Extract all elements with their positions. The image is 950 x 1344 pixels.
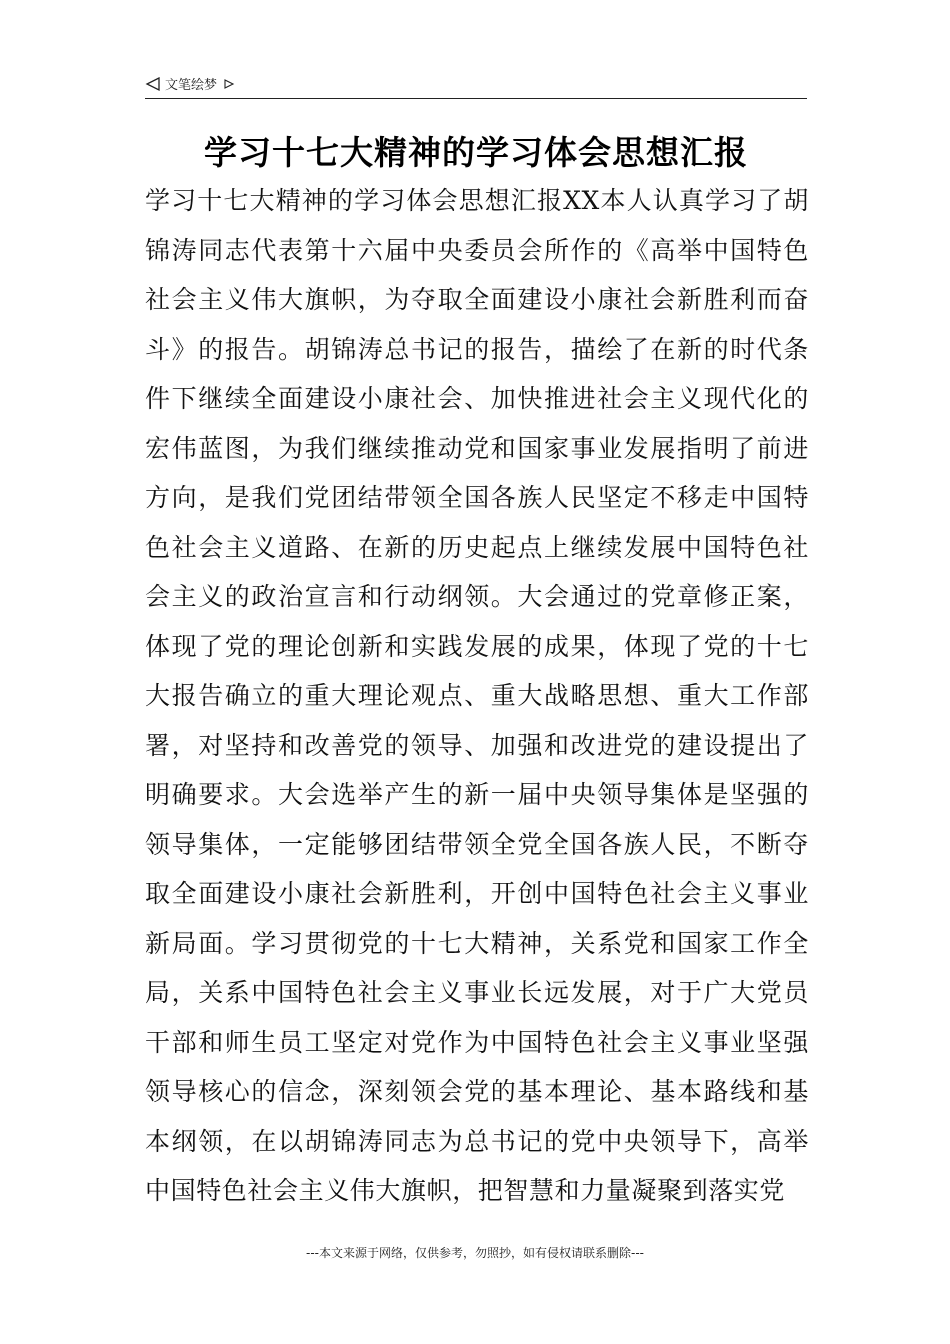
header-brand-text: 文笔绘梦 <box>165 78 218 93</box>
footer-notice: ---本文来源于网络，仅供参考，勿照抄，如有侵权请联系删除--- <box>306 1246 644 1260</box>
document-title: 学习十七大精神的学习体会思想汇报 <box>204 133 748 172</box>
header-brand-group <box>145 74 235 93</box>
document-body: 学习十七大精神的学习体会思想汇报XX本人认真学习了胡锦涛同志代表第十六届中央委员会所作的《高举中国特色社会主义伟大旗帜，为夺取全面建设小康社会新胜利而奋斗》的报告。胡锦涛总书记的报告，描绘了在新的时代条件下继续全面建设小康社会、加快推进社会主义现代化的宏伟蓝图，为我们继续推动党和国家事业发展指明了前进方向，是我们党团结带领全国各族人民坚定不移走中国特色社会主义道路、在新的历史起点上继续发展中国特色社会主义的政治宣言和行动纲领。大会通过的党章修正案，体现了党的理论创新和实践发展的成果，体现了党的十七大报告确立的重大理论观点、重大战略思想、重大工作部署，对坚持和改善党的领导、加强和改进党的建设提出了明确要求。大会选举产生的新一届中央领导集体是坚强的领导集体，一定能够团结带领全党全国各族人民，不断夺取全面建设小康社会新胜利，开创中国特色社会主义事业新局面。学习贯彻党的十七大精神，关系党和国家工作全局，关系中国特色社会主义事业长远发展，对于广大党员干部和师生员工坚定对党作为中国特色社会主义事业坚强领导核心的信念，深刻领会党的基本理论、基本路线和基本纲领，在以胡锦涛同志为总书记的党中央领导下，高举中国特色社会主义伟大旗帜，把智慧和力量凝聚到落实党 <box>145 186 809 1205</box>
page-header <box>145 72 807 99</box>
triangle-right-icon <box>223 78 235 90</box>
triangle-left-icon <box>145 76 161 92</box>
